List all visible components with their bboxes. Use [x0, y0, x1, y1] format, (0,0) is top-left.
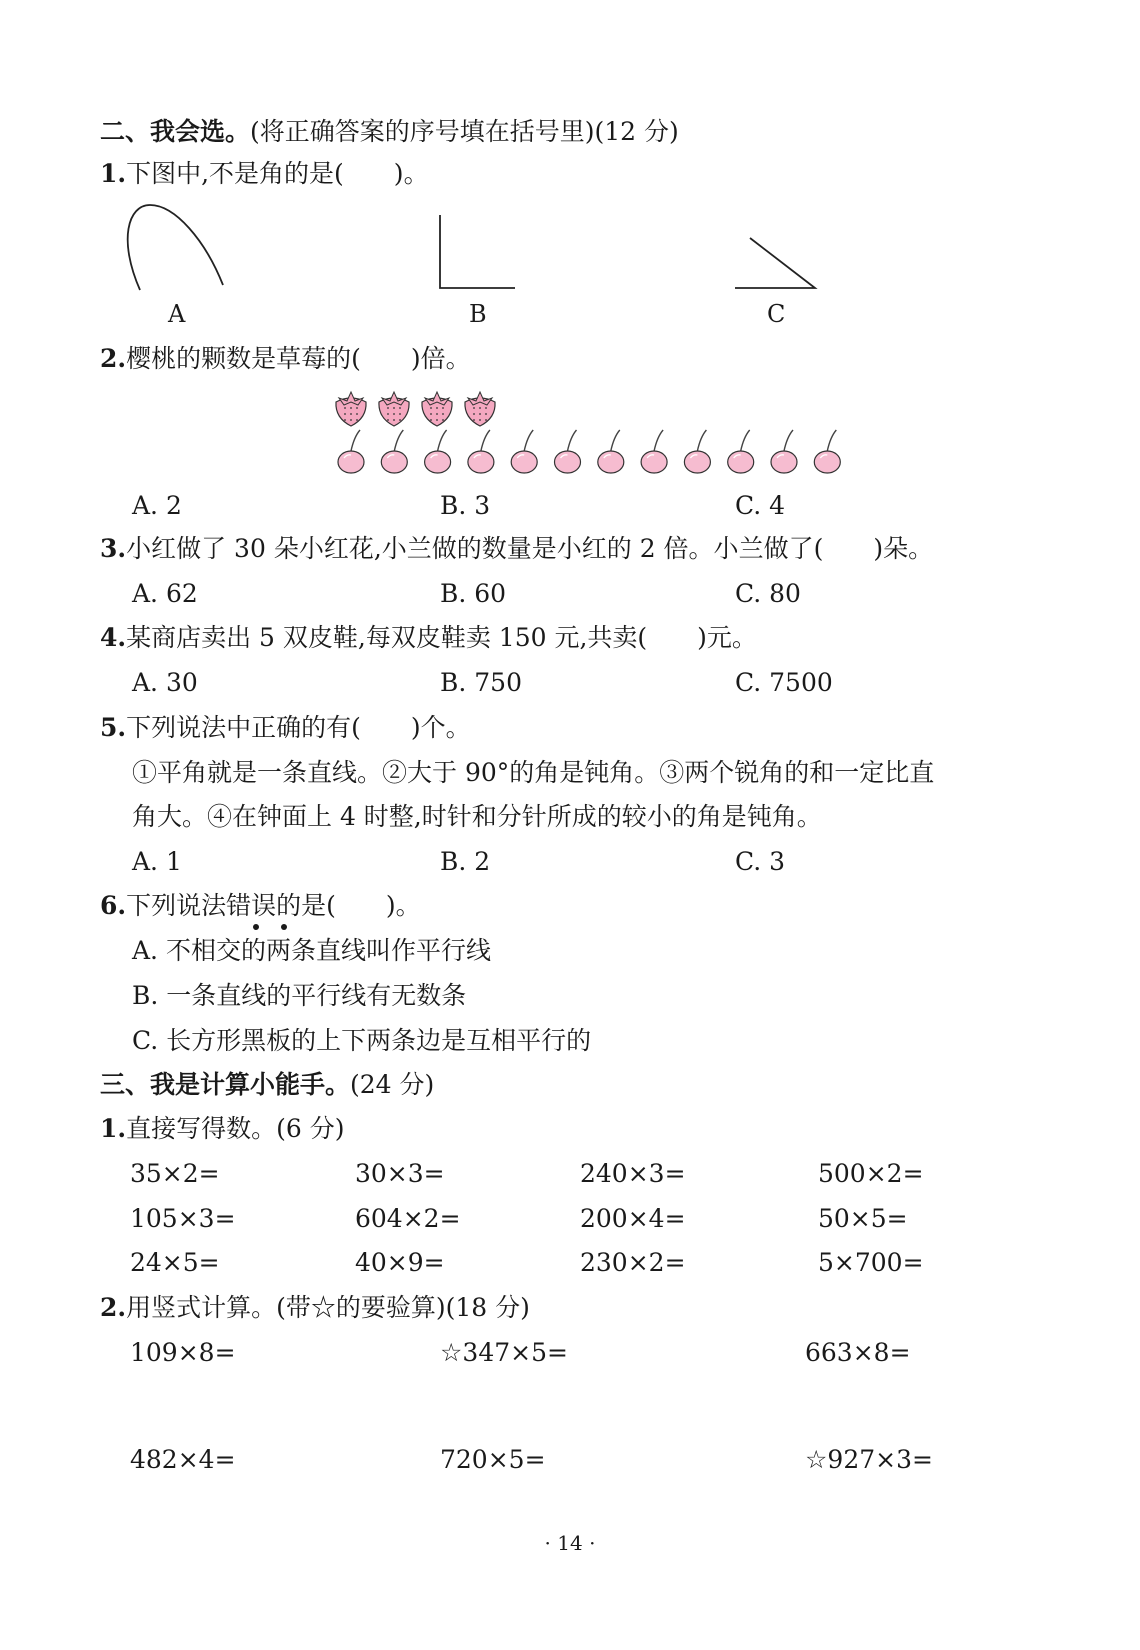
q3-option-a: A. 62 [132, 579, 198, 608]
emphasis-dot [253, 924, 259, 930]
cherry-icon [728, 430, 754, 473]
cherry-icon [511, 430, 537, 473]
figure-label-a: A [168, 300, 186, 328]
calc-item: 24×5= [130, 1248, 220, 1277]
question-5 [100, 712, 471, 744]
cherry-icon [468, 430, 494, 473]
cherry-icon [598, 430, 624, 473]
cherry-icon [684, 430, 710, 473]
question-6 [100, 890, 421, 922]
q6-option-c: C. 长方形黑板的上下两条边是互相平行的 [132, 1026, 592, 1055]
page-number: · 14 · [544, 1531, 596, 1555]
part-1 [100, 1113, 344, 1145]
figure-label-b: B [469, 300, 487, 328]
vertical-calc-item: 109×8= [130, 1338, 236, 1367]
vertical-calc-item: ☆347×5= [440, 1338, 568, 1367]
section-3-note: (24 分) [350, 1070, 435, 1099]
cherry-icon [814, 430, 840, 473]
question-text: 下列说法中正确的有( )个。 [126, 713, 471, 742]
question-4 [100, 622, 757, 654]
cherry-icon [425, 430, 451, 473]
strawberry-icon [422, 392, 452, 426]
question-number: 3. [100, 534, 127, 563]
question-number: 2. [100, 344, 127, 373]
vertical-calc-item: 663×8= [805, 1338, 911, 1367]
calc-item: 35×2= [130, 1159, 220, 1188]
calc-item: 500×2= [818, 1159, 924, 1188]
strawberry-icon [379, 392, 409, 426]
vertical-calc-item: ☆927×3= [805, 1445, 933, 1474]
q4-option-b: B. 750 [440, 668, 522, 697]
cherry-icon [555, 430, 581, 473]
section-2-title: 二、我会选。 [100, 117, 251, 146]
calc-item: 40×9= [355, 1248, 445, 1277]
cherry-icon [641, 430, 667, 473]
question-number: 1. [100, 159, 127, 188]
question-number: 5. [100, 713, 127, 742]
calc-item: 50×5= [818, 1204, 908, 1233]
question-text: 小红做了 30 朵小红花,小兰做的数量是小红的 2 倍。小兰做了( )朵。 [126, 534, 934, 563]
cherry-icon [771, 430, 797, 473]
cherry-icon [338, 430, 364, 473]
section-3-title: 三、我是计算小能手。 [100, 1070, 351, 1099]
question-3 [100, 533, 933, 565]
q5-option-c: C. 3 [735, 847, 786, 876]
q2-option-a: A. 2 [132, 491, 182, 520]
q2-option-c: C. 4 [735, 491, 786, 520]
question-text: 下图中,不是角的是( )。 [126, 159, 429, 188]
calc-item: 30×3= [355, 1159, 445, 1188]
q3-option-c: C. 80 [735, 579, 801, 608]
part-text: 直接写得数。(6 分) [126, 1114, 345, 1143]
strawberry-icon [465, 392, 495, 426]
q5-statement-line-1: ①平角就是一条直线。②大于 90°的角是钝角。③两个锐角的和一定比直 [132, 758, 935, 787]
q6-option-b: B. 一条直线的平行线有无数条 [132, 981, 467, 1010]
section-3-heading [100, 1069, 434, 1101]
calc-item: 200×4= [580, 1204, 686, 1233]
part-number: 2. [100, 1293, 127, 1322]
q3-option-b: B. 60 [440, 579, 507, 608]
q4-option-c: C. 7500 [735, 668, 833, 697]
part-text: 用竖式计算。(带☆的要验算)(18 分) [126, 1293, 530, 1322]
part-number: 1. [100, 1114, 127, 1143]
question-text: 某商店卖出 5 双皮鞋,每双皮鞋卖 150 元,共卖( )元。 [126, 623, 757, 652]
calc-item: 105×3= [130, 1204, 236, 1233]
calc-item: 5×700= [818, 1248, 924, 1277]
q5-option-b: B. 2 [440, 847, 491, 876]
vertical-calc-item: 482×4= [130, 1445, 236, 1474]
calc-item: 230×2= [580, 1248, 686, 1277]
calc-item: 604×2= [355, 1204, 461, 1233]
question-number: 4. [100, 623, 127, 652]
fruit-illustration [0, 0, 1140, 490]
question-number: 6. [100, 891, 127, 920]
question-text: 下列说法错误的是( )。 [126, 891, 421, 920]
section-2-note: (将正确答案的序号填在括号里)(12 分) [250, 117, 679, 146]
part-2 [100, 1292, 530, 1324]
question-text: 樱桃的颗数是草莓的( )倍。 [126, 344, 471, 373]
strawberry-icon [336, 392, 366, 426]
calc-item: 240×3= [580, 1159, 686, 1188]
cherry-icon [381, 430, 407, 473]
q5-option-a: A. 1 [132, 847, 182, 876]
q5-statement-line-2: 角大。④在钟面上 4 时整,时针和分针所成的较小的角是钝角。 [132, 802, 822, 831]
q4-option-a: A. 30 [132, 668, 198, 697]
q2-option-b: B. 3 [440, 491, 491, 520]
figure-label-c: C [767, 300, 786, 328]
q6-option-a: A. 不相交的两条直线叫作平行线 [132, 936, 491, 965]
vertical-calc-item: 720×5= [440, 1445, 546, 1474]
emphasis-dot [281, 924, 287, 930]
